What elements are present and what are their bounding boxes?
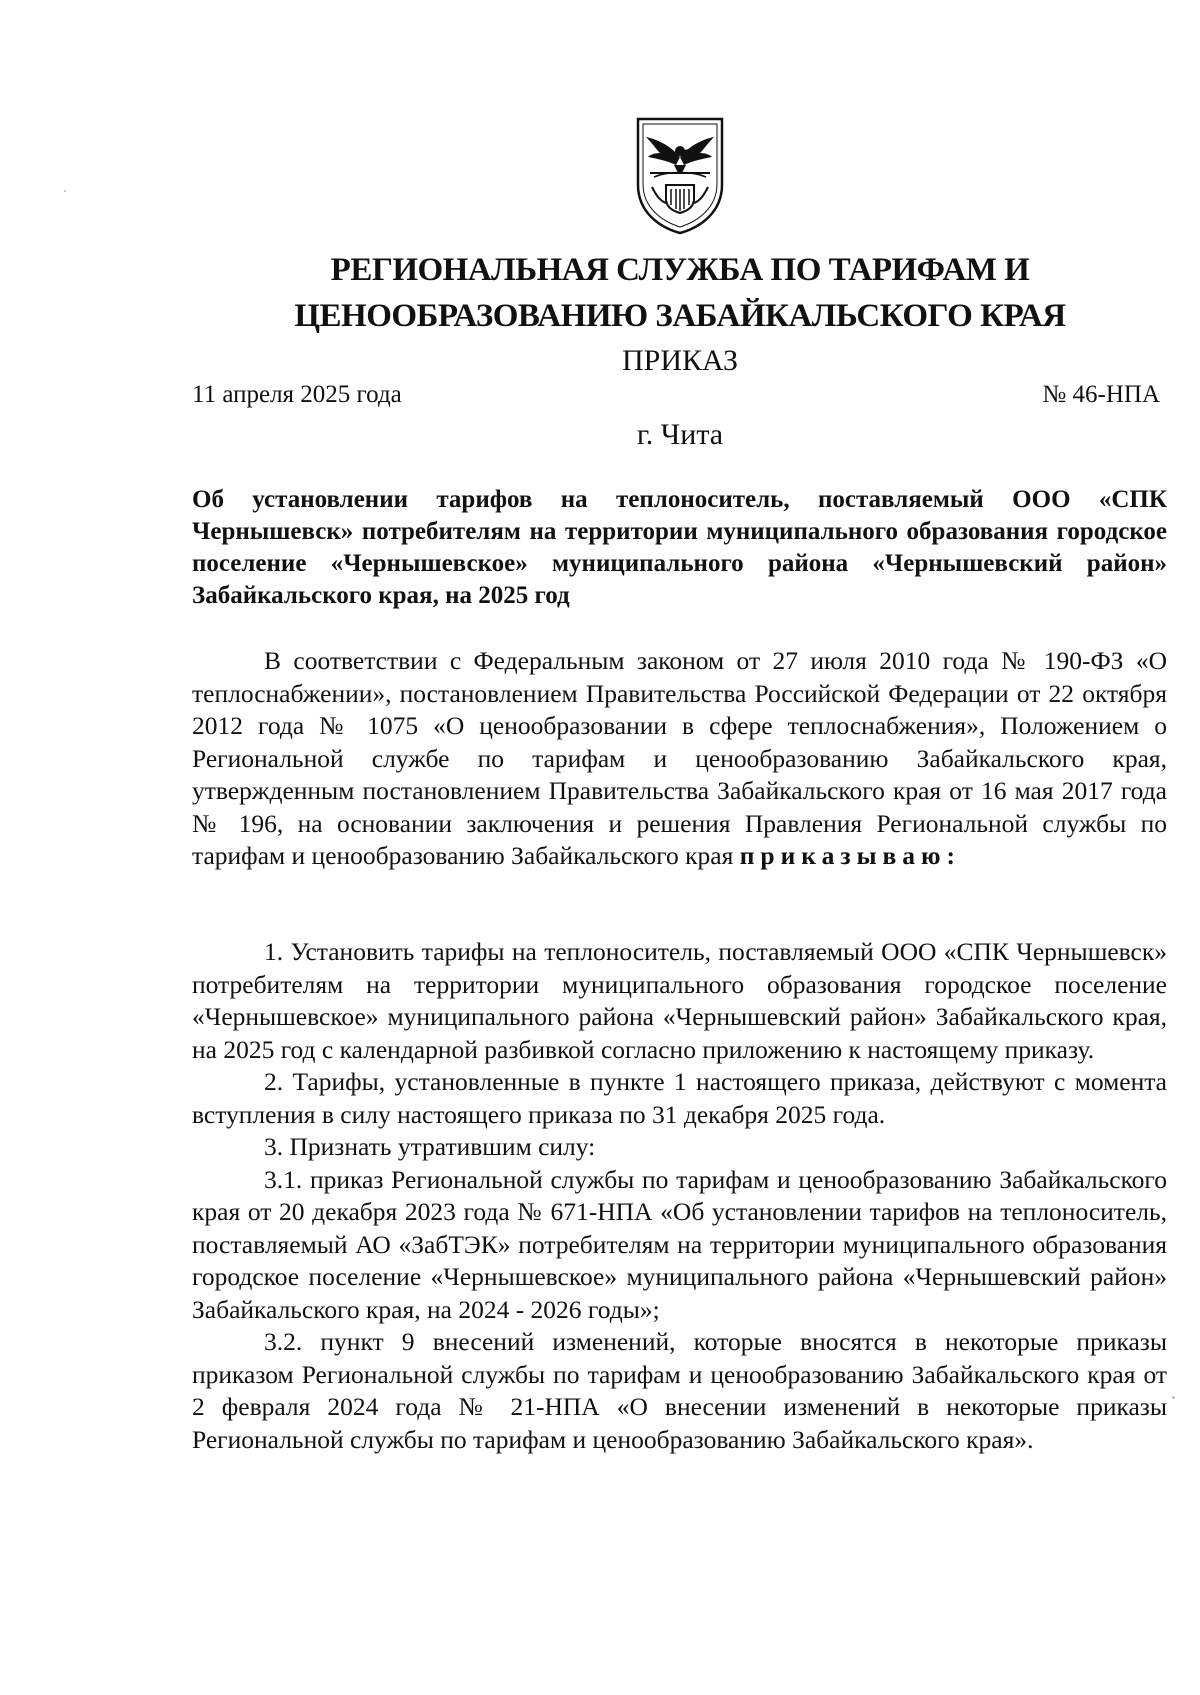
order-items (192, 936, 1167, 1456)
scan-speck (1172, 1396, 1175, 1399)
document-subject: Об установлении тарифов на теплоноситель, поставляемый ООО «СПК Чернышевск» потребителям на территории муниципального образования городское поселение «Чернышевское» муниципального района «Чернышевский район» Забайкальского края, на 2025 год (192, 486, 1167, 609)
preamble-paragraph (192, 645, 1167, 873)
organization-title (190, 247, 1170, 339)
order-item-3-2: 3.2. пункт 9 внесений изменений, которые вносятся в некоторые приказы приказом Региональной службы по тарифам и ценообразованию Забайкальского края от 2 февраля 2024 года № 21-НПА «О внесении изменений в некоторые приказы Региональной службы по тарифам и ценообразованию Забайкальского края». (192, 1327, 1167, 1454)
organization-title-line-2: ЦЕНООБРАЗОВАНИЮ ЗАБАЙКАЛЬСКОГО КРАЯ (294, 298, 1066, 334)
coat-of-arms-emblem-icon (630, 115, 730, 235)
document-number: № 46-НПА (1042, 381, 1160, 408)
document-city: г. Чита (636, 418, 724, 451)
document-type: ПРИКАЗ (622, 344, 738, 377)
order-item-3-1: 3.1. приказ Региональной службы по тарифам и ценообразованию Забайкальского края от 20 декабря 2023 года № 671-НПА «Об установлении тарифов на теплоноситель, поставляемый АО «ЗабТЭК» потребителям на территории муниципального образования городское поселение «Чернышевское» муниципального района «Чернышевский район» Забайкальского края, на 2024 - 2026 годы»; (192, 1164, 1167, 1324)
scan-speck (64, 190, 66, 192)
preamble-text: В соответствии с Федеральным законом от 27 июля 2010 года № 190-ФЗ «О теплоснабжении», постановлением Правительства Российской Федерации от 22 октября 2012 года № 1075 «О ценообразовании в сфере теплоснабжения», Положением о Региональной службе по тарифам и ценообразованию Забайкальского края, утвержденным постановлением Правительства Забайкальского края от 16 мая 2017 года № 196, на основании заключения и решения Правления Региональной службы по тарифам и ценообразованию Забайкальского края (192, 646, 1167, 870)
organization-title-line-1: РЕГИОНАЛЬНАЯ СЛУЖБА ПО ТАРИФАМ И (330, 252, 1030, 288)
order-item-3: 3. Признать утратившим силу: (264, 1132, 596, 1161)
order-item-2: 2. Тарифы, установленные в пункте 1 настоящего приказа, действуют с момента вступления в силу настоящего приказа по 31 декабря 2025 года. (192, 1067, 1167, 1129)
document-date: 11 апреля 2025 года (192, 381, 402, 408)
order-word: приказываю: (739, 841, 961, 870)
order-item-1: 1. Установить тарифы на теплоноситель, поставляемый ООО «СПК Чернышевск» потребителям на территории муниципального образования городское поселение «Чернышевское» муниципального района «Чернышевский район» Забайкальского края, на 2025 год с календарной разбивкой согласно приложению к настоящему приказу. (192, 937, 1167, 1064)
